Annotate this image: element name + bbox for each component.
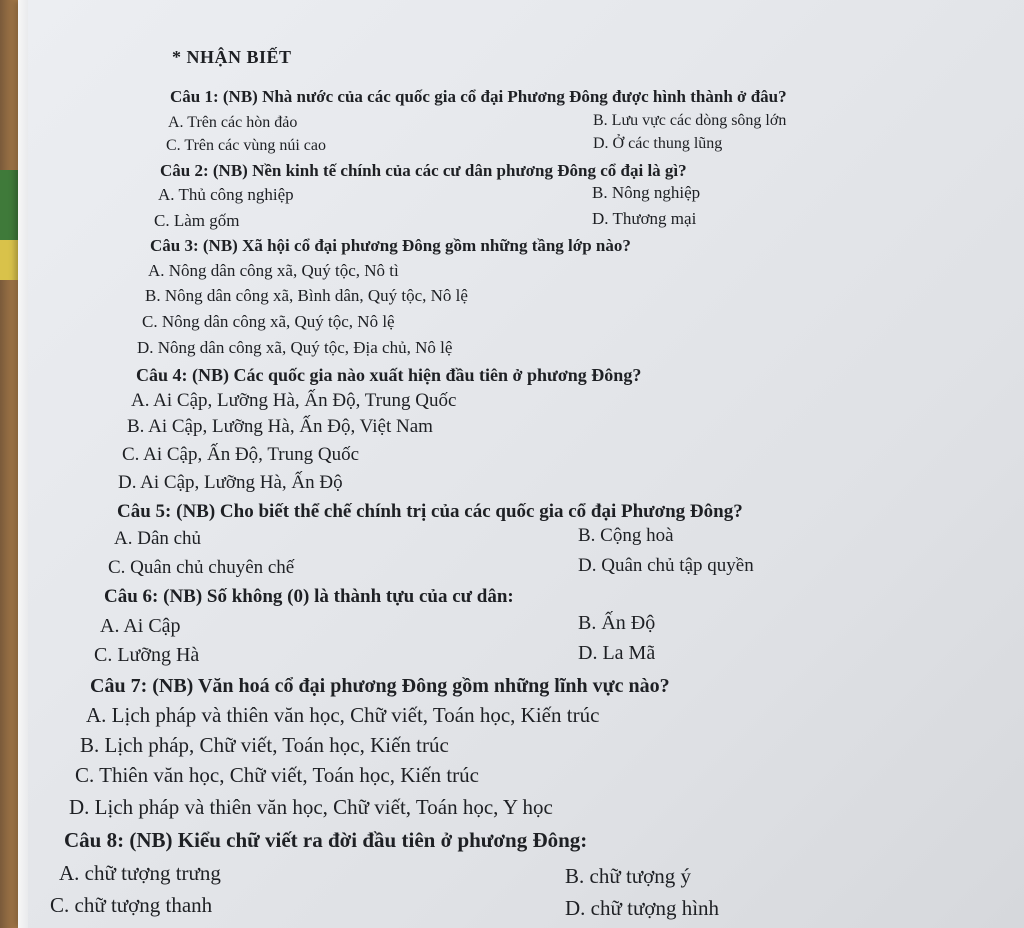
question-7-option-b: B. Lịch pháp, Chữ viết, Toán học, Kiến trúc bbox=[80, 733, 449, 757]
question-8-option-c: C. chữ tượng thanh bbox=[50, 893, 213, 917]
question-2-option-d: D. Thương mại bbox=[592, 209, 697, 228]
question-6-option-b: B. Ấn Độ bbox=[578, 612, 656, 634]
question-3-stem: Câu 3: (NB) Xã hội cổ đại phương Đông gồm những tầng lớp nào? bbox=[150, 236, 631, 255]
question-6-option-c: C. Lưỡng Hà bbox=[94, 644, 200, 666]
question-4-option-a: A. Ai Cập, Lưỡng Hà, Ấn Độ, Trung Quốc bbox=[131, 390, 457, 411]
question-5-option-b: B. Cộng hoà bbox=[578, 525, 674, 546]
question-3-option-c: C. Nông dân công xã, Quý tộc, Nô lệ bbox=[142, 312, 395, 331]
question-3-option-a: A. Nông dân công xã, Quý tộc, Nô tì bbox=[148, 261, 399, 280]
question-3-option-d: D. Nông dân công xã, Quý tộc, Địa chủ, Nô lệ bbox=[137, 338, 453, 357]
question-8-option-b: B. chữ tượng ý bbox=[565, 864, 692, 888]
question-2-option-b: B. Nông nghiệp bbox=[592, 183, 701, 202]
question-5-option-d: D. Quân chủ tập quyền bbox=[578, 555, 754, 576]
question-1-option-c: C. Trên các vùng núi cao bbox=[166, 137, 326, 154]
question-5-option-a: A. Dân chủ bbox=[114, 528, 202, 549]
question-8-option-a: A. chữ tượng trưng bbox=[59, 861, 221, 885]
question-6-stem: Câu 6: (NB) Số không (0) là thành tựu của cư dân: bbox=[104, 586, 514, 607]
question-7-option-d: D. Lịch pháp và thiên văn học, Chữ viết, Toán học, Y học bbox=[69, 795, 553, 819]
question-5-stem: Câu 5: (NB) Cho biết thể chế chính trị của các quốc gia cổ đại Phương Đông? bbox=[117, 501, 743, 522]
question-8-option-d: D. chữ tượng hình bbox=[565, 896, 720, 920]
question-1-option-a: A. Trên các hòn đảo bbox=[168, 114, 298, 131]
question-6-option-a: A. Ai Cập bbox=[100, 615, 181, 637]
question-4-stem: Câu 4: (NB) Các quốc gia nào xuất hiện đầu tiên ở phương Đông? bbox=[136, 365, 642, 385]
question-4-option-d: D. Ai Cập, Lưỡng Hà, Ấn Độ bbox=[118, 472, 343, 493]
question-1-option-b: B. Lưu vực các dòng sông lớn bbox=[593, 112, 787, 129]
question-7-stem: Câu 7: (NB) Văn hoá cổ đại phương Đông gồm những lĩnh vực nào? bbox=[90, 675, 670, 697]
paper-edge bbox=[18, 0, 28, 928]
question-1-option-d: D. Ở các thung lũng bbox=[593, 135, 723, 152]
question-3-option-b: B. Nông dân công xã, Bình dân, Quý tộc, Nô lệ bbox=[145, 286, 468, 305]
question-2-option-a: A. Thủ công nghiệp bbox=[158, 185, 294, 204]
question-7-option-c: C. Thiên văn học, Chữ viết, Toán học, Kiến trúc bbox=[75, 763, 479, 787]
question-8-stem: Câu 8: (NB) Kiểu chữ viết ra đời đầu tiên ở phương Đông: bbox=[64, 828, 588, 852]
section-heading: * NHẬN BIẾT bbox=[172, 47, 292, 67]
question-1-stem: Câu 1: (NB) Nhà nước của các quốc gia cổ đại Phương Đông được hình thành ở đâu? bbox=[170, 87, 787, 106]
question-5-option-c: C. Quân chủ chuyên chế bbox=[108, 557, 295, 578]
question-4-option-c: C. Ai Cập, Ấn Độ, Trung Quốc bbox=[122, 444, 359, 465]
question-4-option-b: B. Ai Cập, Lưỡng Hà, Ấn Độ, Việt Nam bbox=[127, 416, 433, 437]
question-6-option-d: D. La Mã bbox=[578, 642, 656, 664]
question-2-stem: Câu 2: (NB) Nền kinh tế chính của các cư dân phương Đông cổ đại là gì? bbox=[160, 161, 687, 180]
question-7-option-a: A. Lịch pháp và thiên văn học, Chữ viết, Toán học, Kiến trúc bbox=[86, 703, 600, 727]
question-2-option-c: C. Làm gốm bbox=[154, 211, 240, 230]
